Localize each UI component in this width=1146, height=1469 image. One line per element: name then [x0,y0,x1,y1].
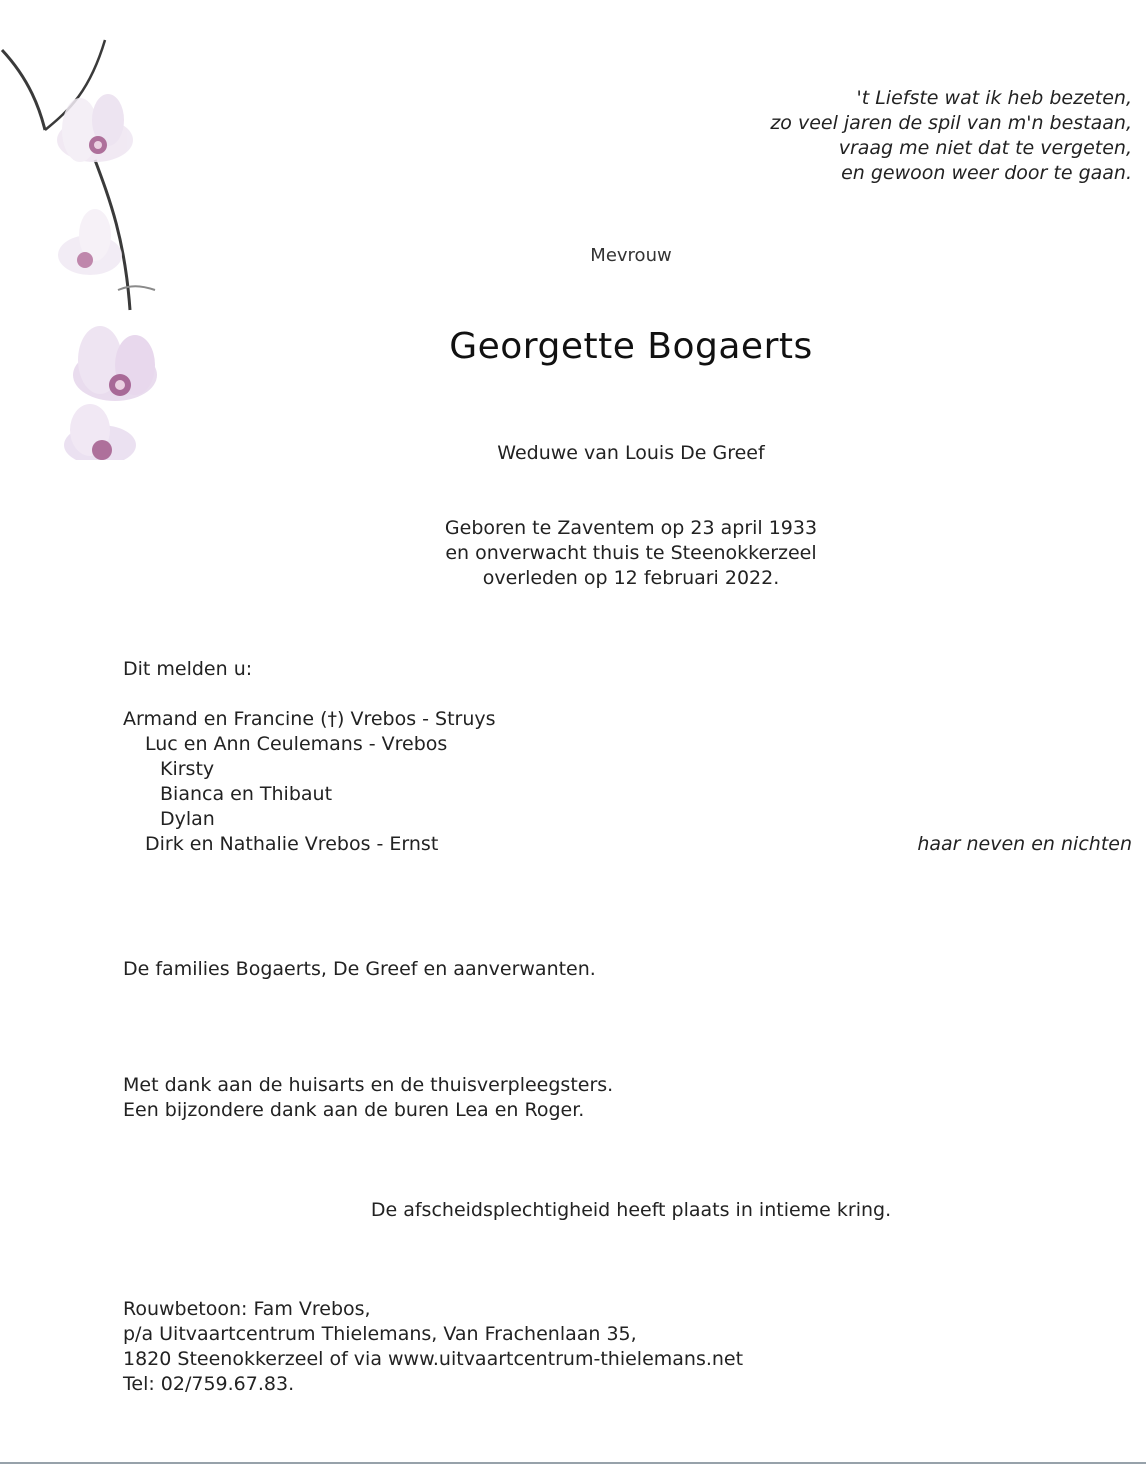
thanks-line: Een bijzondere dank aan de buren Lea en Roger. [123,1099,585,1121]
family-member: Armand en Francine (†) Vrebos - Struys [123,708,496,730]
family-member: Luc en Ann Ceulemans - Vrebos [145,733,448,755]
family-list [123,707,496,857]
announcement-intro: Dit melden u: [123,658,253,680]
dates-line: Geboren te Zaventem op 23 april 1933 [444,517,818,539]
family-member: Dirk en Nathalie Vrebos - Ernst [145,833,439,855]
poem-line: vraag me niet dat te vergeten, [838,137,1132,159]
title-prefix: Mevrouw [590,245,672,266]
family-member: Bianca en Thibaut [160,783,333,805]
contact-line: Rouwbetoon: Fam Vrebos, [123,1298,371,1320]
poem-line: en gewoon weer door te gaan. [841,162,1132,184]
contact-line: Tel: 02/759.67.83. [123,1373,295,1395]
poem-line: zo veel jaren de spil van m'n bestaan, [770,112,1132,134]
poem-line: 't Liefste wat ik heb bezeten, [856,87,1132,109]
thanks-block [123,1073,613,1123]
thanks-line: Met dank aan de huisarts en de thuisverpleegsters. [123,1074,614,1096]
relation-label: haar neven en nichten [917,833,1132,855]
deceased-name: Georgette Bogaerts [449,326,813,367]
contact-line: p/a Uitvaartcentrum Thielemans, Van Frachenlaan 35, [123,1323,637,1345]
bottom-divider [0,1462,1146,1464]
widow-of-line: Weduwe van Louis De Greef [497,442,765,464]
family-member: Dylan [160,808,215,830]
orchid-flower-decoration [0,20,170,460]
family-member: Kirsty [160,758,215,780]
contact-block [123,1297,743,1397]
contact-line: 1820 Steenokkerzeel of via www.uitvaartcentrum-thielemans.net [123,1348,744,1370]
dates-line: en onverwacht thuis te Steenokkerzeel [445,542,817,564]
poem-verse [770,86,1132,186]
ceremony-note: De afscheidsplechtigheid heeft plaats in intieme kring. [370,1199,892,1221]
dates-line: overleden op 12 februari 2022. [482,567,780,589]
birth-death-dates [330,516,932,591]
families-line: De families Bogaerts, De Greef en aanverwanten. [123,958,596,980]
